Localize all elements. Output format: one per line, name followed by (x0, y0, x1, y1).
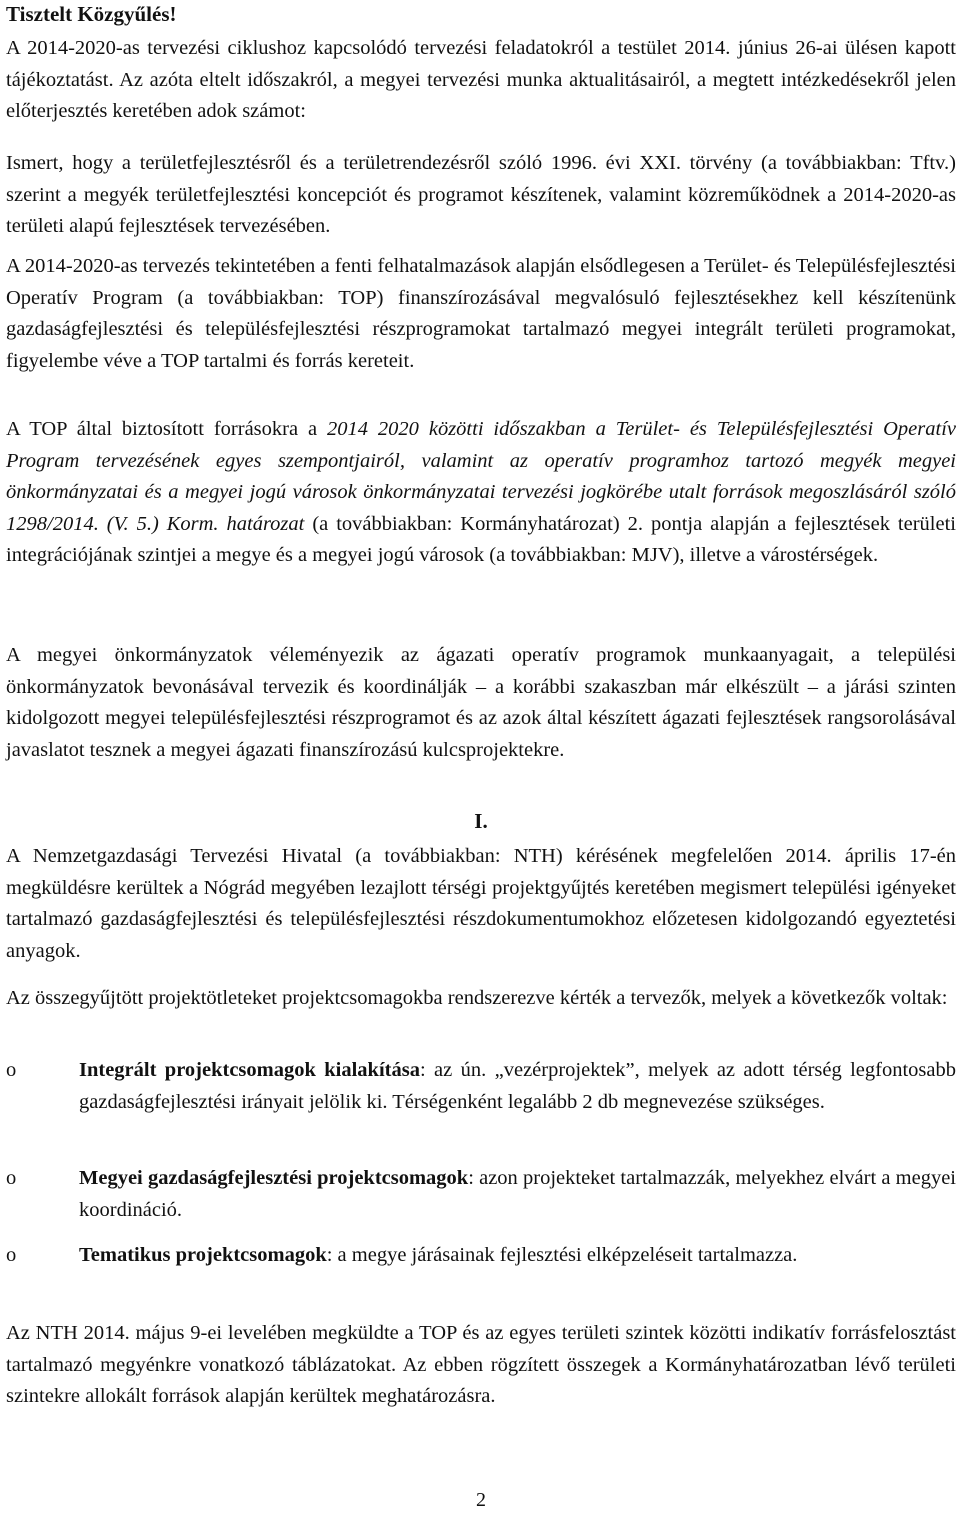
page-number: 2 (476, 1489, 486, 1511)
list-bullet: o (6, 1059, 17, 1081)
p4-italic-reference: 2014 2020 közötti időszakban a Terület- és Településfejlesztési Operatív Program tervezésének egyes szempontjairól, valamint az operatív programhoz tartozó megyék megyei önkormányzatai és a megyei jogú városok önkormányzatai tervezési jogkörébe utalt források megoszlásáról szóló 1298/2014. (V. 5.) Korm. határozat (6, 418, 957, 535)
paragraph-nth-request: A Nemzetgazdasági Tervezési Hivatal (a továbbiakban: NTH) kérésének megfelelően 2014. április 17-én megküldésre kerültek a Nógrád megyében lezajlott térségi projektgyűjtés keretében megismert települési igényeket tartalmazó gazdaságfejlesztési és településfejlesztési részdokumentumokhoz előzetesen kidolgozandó egyeztetési anyagok. (6, 845, 956, 962)
list-item-description: : az ún. „vezérprojektek”, melyek az adott térség legfontosabb gazdaságfejlesztési irányait jelölik ki. Térségenként legalább 2 db megnevezése szükséges. (79, 1059, 956, 1113)
paragraph-nth-letter: Az NTH 2014. május 9-ei levelében megküldte a TOP és az egyes területi szintek közötti indikatív forrásfelosztást tartalmazó megyénkre vonatkozó táblázatokat. Az ebben rögzített összegek a Kormányhatározatban lévő területi szintekre allokált források alapján kerültek meghatározásra. (6, 1322, 956, 1408)
p4-lead: A TOP által biztosított forrásokra a (6, 418, 328, 440)
list-item-term: Integrált projektcsomagok kialakítása (79, 1059, 420, 1081)
paragraph-intro: A 2014-2020-as tervezési ciklushoz kapcsolódó tervezési feladatokról a testület 2014. június 26-ai ülésen kapott tájékoztatást. Az azóta eltelt időszakról, a megyei tervezési munka aktualitásairól, a megtett intézkedésekről jelen előterjesztés keretében adok számot: (6, 37, 956, 123)
p4-rest: (a továbbiakban: Kormányhatározat) 2. pontja alapján a fejlesztések területi integrációjának szintjei a megye és a megyei jogú városok (a továbbiakban: MJV), illetve a várostérségek. (6, 512, 956, 567)
paragraph-county-governments: A megyei önkormányzatok véleményezik az ágazati operatív programok munkaanyagait, a települési önkormányzatok bevonásával tervezik és koordinálják – a korábbi szakaszban már elkészült – a járási szinten kidolgozott megyei településfejlesztési részprogramot és az azok által készített ágazati fejlesztések rangsorolásával javaslatot tesznek a megyei ágazati finanszírozású kulcsprojektekre. (6, 644, 956, 761)
list-bullet: o (6, 1244, 17, 1266)
list-bullet: o (6, 1167, 17, 1189)
paragraph-project-packages: Az összegyűjtött projektötleteket projektcsomagokba rendszerezve kérték a tervezők, melyek a következők voltak: (6, 987, 948, 1009)
paragraph-top-planning: A 2014-2020-as tervezés tekintetében a fenti felhatalmazások alapján elsődlegesen a Terület- és Településfejlesztési Operatív Program (a továbbiakban: TOP) finanszírozásával megvalósuló fejlesztésekhez kell készítenünk gazdaságfejlesztési és településfejlesztési részprogramokat tartalmazó megyei integrált területi programokat, figyelembe véve a TOP tartalmi és forrás kereteit. (6, 255, 956, 372)
list-item-description: : a megye járásainak fejlesztési elképzeléseit tartalmazza. (326, 1244, 798, 1266)
list-item-text (79, 1240, 956, 1272)
salutation-heading: Tisztelt Közgyűlés! (6, 2, 177, 26)
list-item-description: : azon projekteket tartalmazzák, melyekhez elvárt a megyei koordináció. (79, 1167, 956, 1221)
section-heading: I. (474, 809, 488, 833)
paragraph-tftv: Ismert, hogy a területfejlesztésről és a területrendezésről szóló 1996. évi XXI. törvény (a továbbiakban: Tftv.) szerint a megyék területfejlesztési koncepciót és programot készítenek, valamint közreműködnek a 2014-2020-as területi alapú fejlesztések tervezésében. (6, 152, 956, 238)
list-item-text (79, 1055, 956, 1118)
paragraph-top-sources (6, 414, 956, 572)
list-item-term: Tematikus projektcsomagok (79, 1244, 327, 1266)
list-item-term: Megyei gazdaságfejlesztési projektcsomagok (79, 1167, 469, 1189)
list-item-text (79, 1163, 956, 1226)
